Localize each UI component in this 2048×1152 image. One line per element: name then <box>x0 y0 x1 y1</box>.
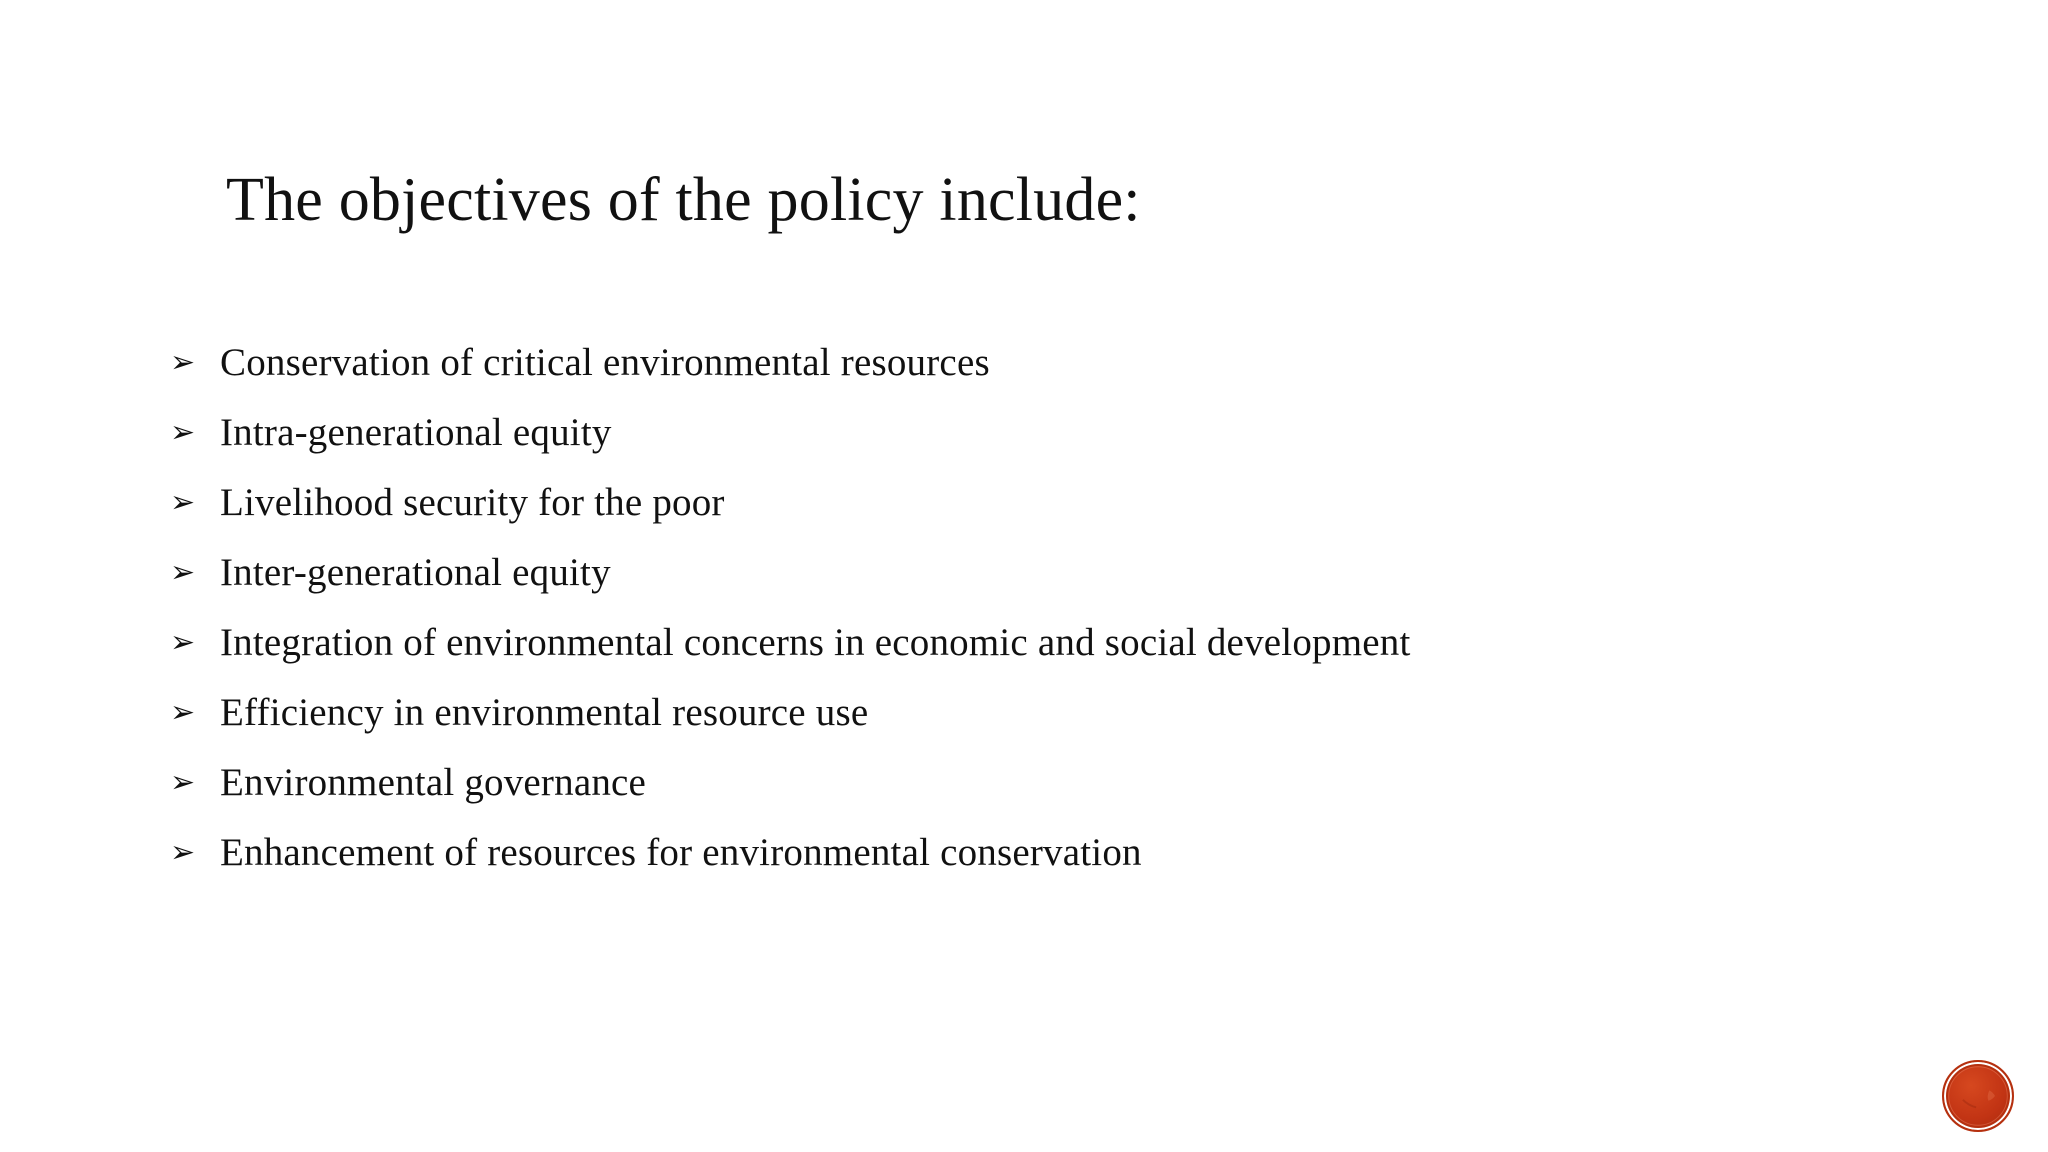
arrow-bullet-icon: ➢ <box>170 555 196 590</box>
list-item <box>170 678 1411 748</box>
list-item <box>170 328 1411 398</box>
arrow-bullet-icon: ➢ <box>170 835 196 870</box>
arrow-bullet-icon: ➢ <box>170 485 196 520</box>
list-item <box>170 468 1411 538</box>
arrow-bullet-icon: ➢ <box>170 415 196 450</box>
arrow-bullet-icon: ➢ <box>170 695 196 730</box>
list-item-text: Efficiency in environmental resource use <box>220 691 869 734</box>
slide-title: The objectives of the policy include: <box>226 166 1141 234</box>
list-item-text: Inter-generational equity <box>220 551 611 594</box>
list-item-text: Enhancement of resources for environmental conservation <box>220 831 1142 874</box>
list-item-text: Livelihood security for the poor <box>220 481 725 524</box>
list-item <box>170 748 1411 818</box>
slide-number-badge-icon <box>1942 1060 2014 1132</box>
list-item <box>170 818 1411 888</box>
arrow-bullet-icon: ➢ <box>170 625 196 660</box>
list-item-text: Intra-generational equity <box>220 411 612 454</box>
arrow-bullet-icon: ➢ <box>170 765 196 800</box>
list-item <box>170 538 1411 608</box>
list-item <box>170 608 1411 678</box>
list-item-text: Environmental governance <box>220 761 647 804</box>
list-item-text: Conservation of critical environmental resources <box>220 341 990 384</box>
badge-texture <box>1944 1062 2012 1130</box>
arrow-bullet-icon: ➢ <box>170 345 196 380</box>
list-item-text: Integration of environmental concerns in economic and social development <box>220 621 1411 664</box>
list-item <box>170 398 1411 468</box>
bullet-list <box>170 328 1411 888</box>
